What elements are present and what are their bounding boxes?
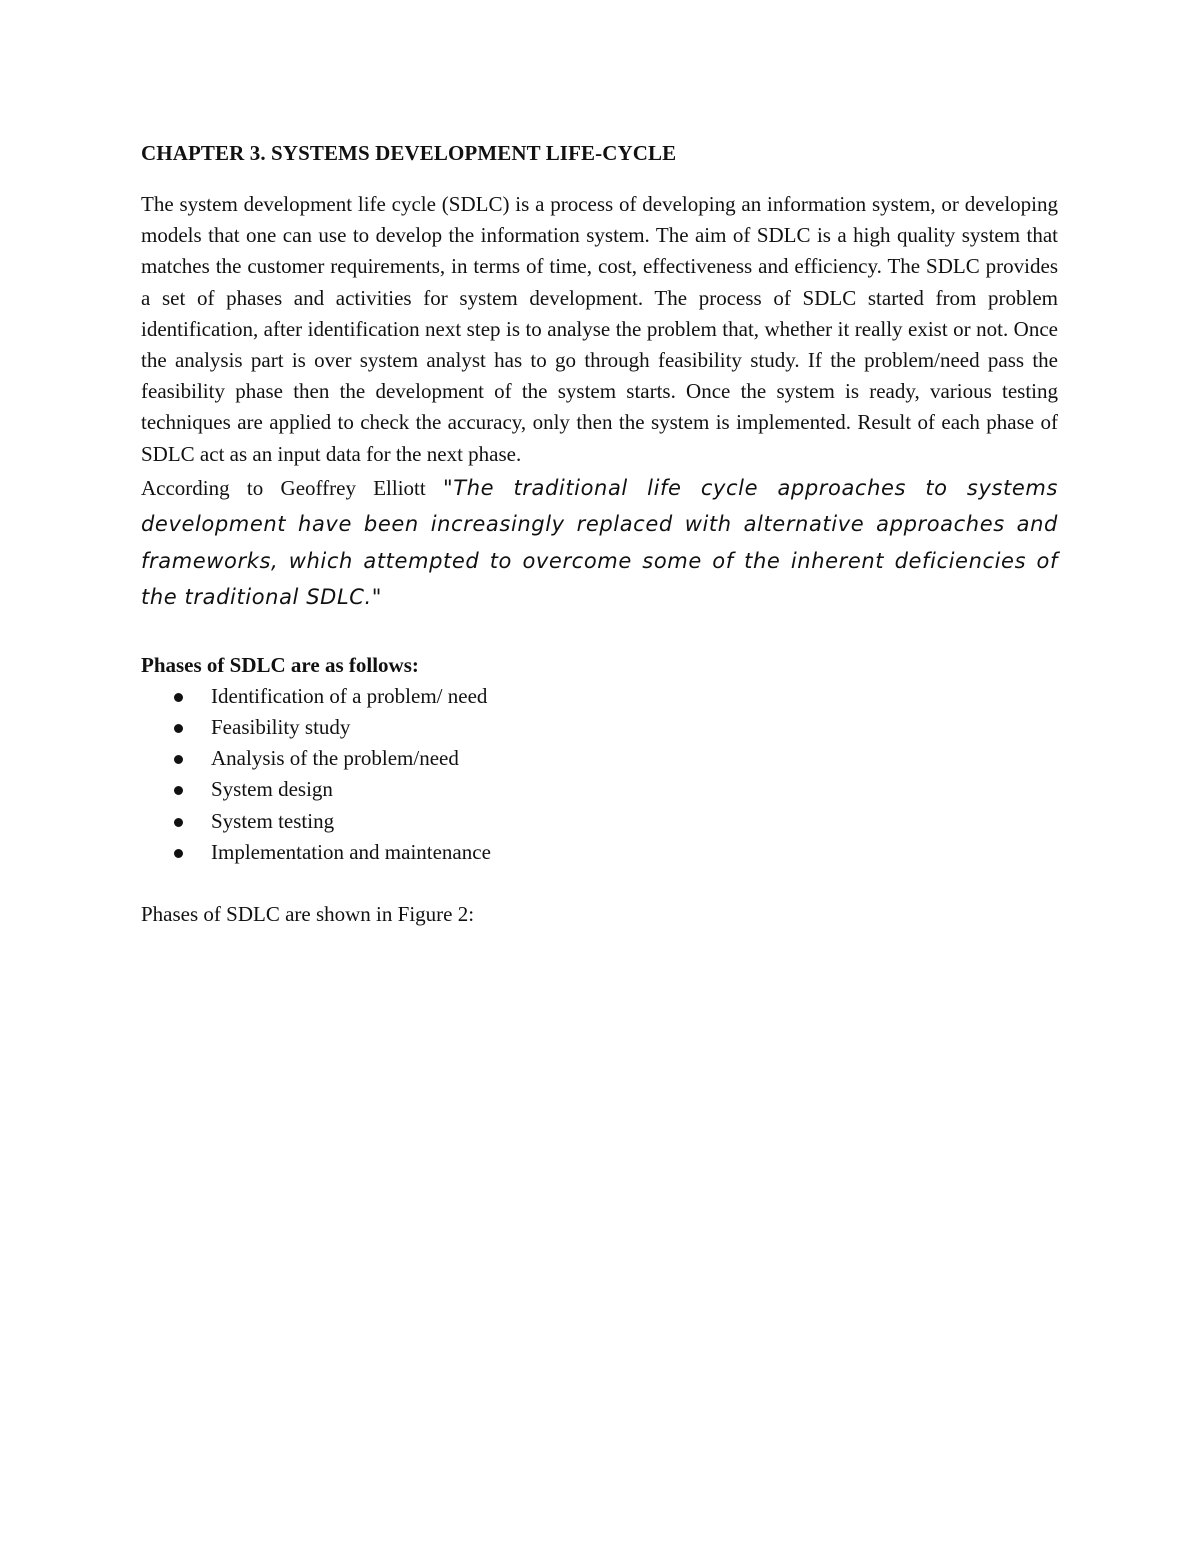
quote-text: "The traditional life cycle approaches to systems development have been increasingly replaced with alternative approaches and frameworks, which attempted to overcome some of the inherent deficiencies of the traditional SDLC." [141, 475, 1058, 610]
list-item [141, 837, 1058, 868]
list-item-label: System design [211, 777, 333, 802]
quote-paragraph [141, 470, 1058, 616]
list-item-label: Feasibility study [211, 715, 351, 740]
figure-reference: Phases of SDLC are shown in Figure 2: [141, 902, 475, 927]
page-content [141, 138, 1058, 930]
bullet-icon [174, 786, 183, 795]
list-item [141, 743, 1058, 774]
bullet-icon [174, 755, 183, 764]
list-item-label: Implementation and maintenance [211, 839, 491, 864]
bullet-icon [174, 693, 183, 702]
list-item-label: Identification of a problem/ need [211, 683, 488, 708]
bullet-icon [174, 818, 183, 827]
quote-lead: According to Geoffrey Elliott [141, 475, 444, 500]
phase-list [141, 681, 1058, 868]
chapter-title: CHAPTER 3. SYSTEMS DEVELOPMENT LIFE-CYCLE [141, 141, 677, 165]
phases-heading: Phases of SDLC are as follows: [141, 652, 419, 677]
bullet-icon [174, 849, 183, 858]
list-item [141, 774, 1058, 805]
list-item-label: Analysis of the problem/need [211, 746, 459, 771]
list-item-label: System testing [211, 808, 335, 833]
bullet-icon [174, 724, 183, 733]
list-item [141, 681, 1058, 712]
list-item [141, 712, 1058, 743]
list-item [141, 806, 1058, 837]
intro-paragraph: The system development life cycle (SDLC) is a process of developing an information system, or developing models that one can use to develop the information system. The aim of SDLC is a high quality system that matches the customer requirements, in terms of time, cost, effectiveness and efficiency. The SDLC provides a set of phases and activities for system development. The process of SDLC started from problem identification, after identification next step is to analyse the problem that, whether it really exist or not. Once the analysis part is over system analyst has to go through feasibility study. If the problem/need pass the feasibility phase then the development of the system starts. Once the system is ready, various testing techniques are applied to check the accuracy, only then the system is implemented. Result of each phase of SDLC act as an input data for the next phase. [141, 192, 1058, 466]
